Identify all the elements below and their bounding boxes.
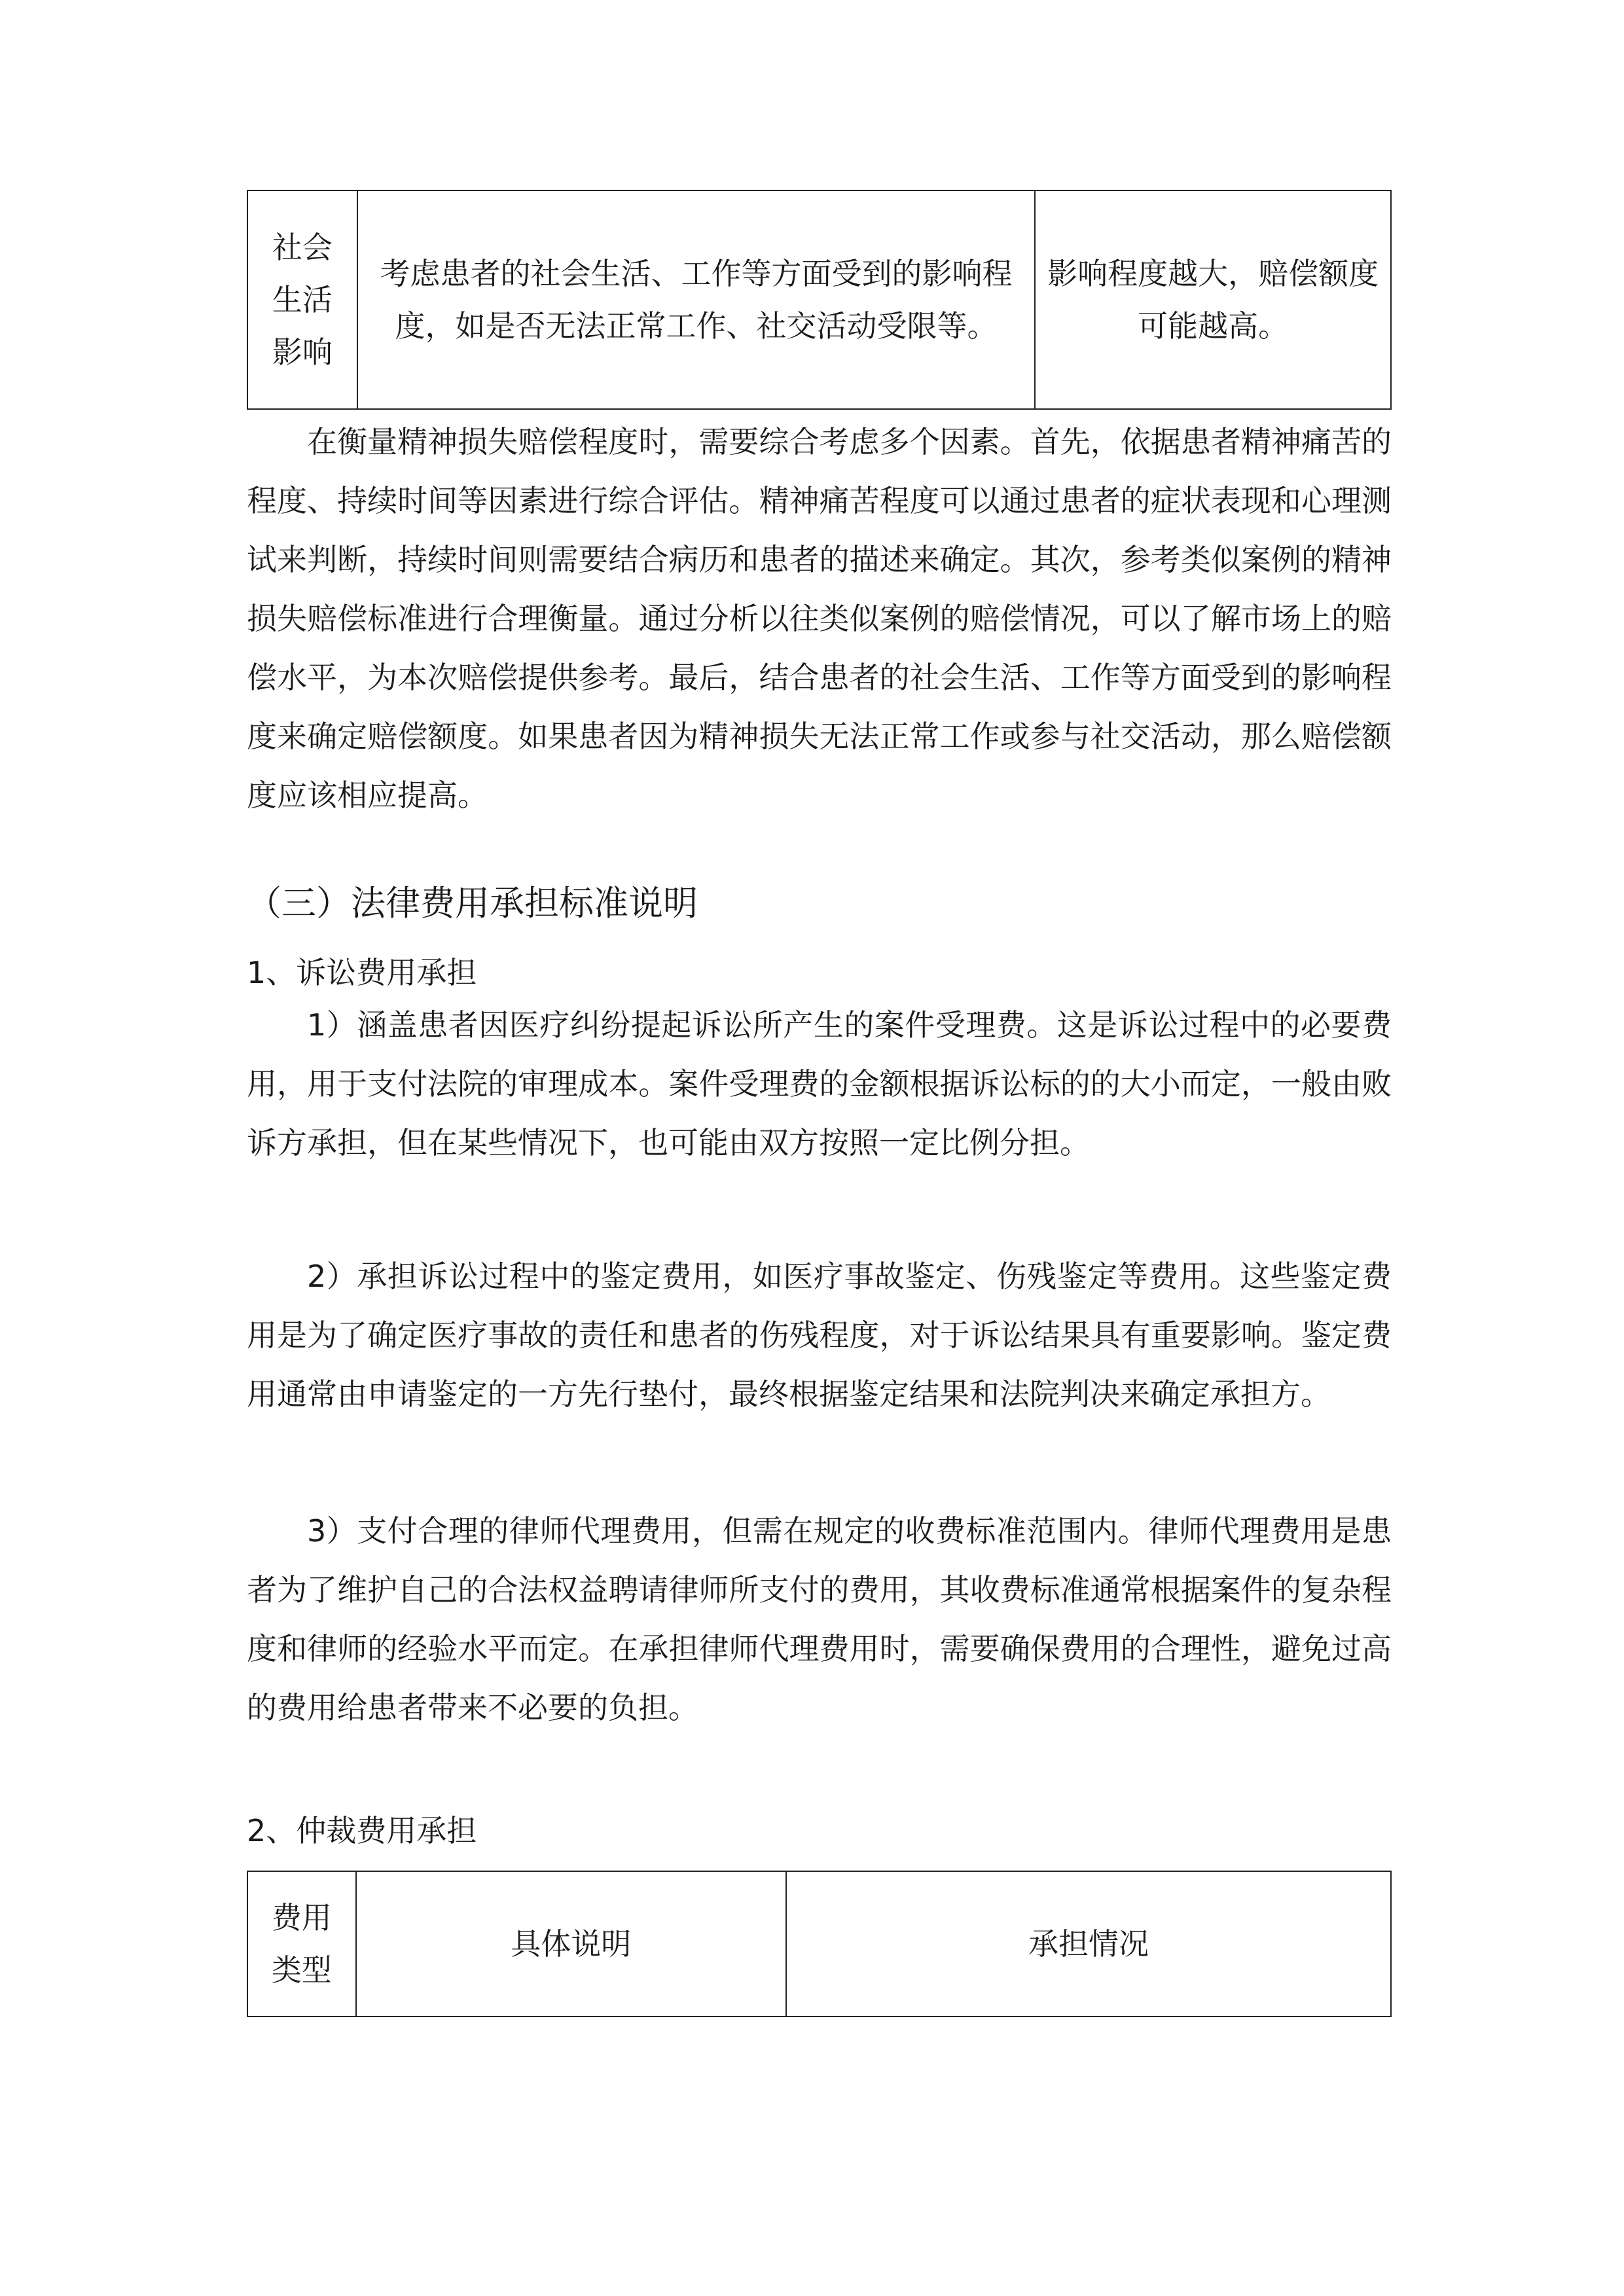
table-header-description: 具体说明 — [356, 1871, 786, 2017]
litigation-item-2: 2）承担诉讼过程中的鉴定费用，如医疗事故鉴定、伤残鉴定等费用。这些鉴定费用是为了确定医疗事故的责任和患者的伤残程度，对于诉讼结果具有重要影响。鉴定费用通常由申请鉴定的一方先行垫付，最终根据鉴定结果和法院判决来确定承担方。 — [247, 1259, 1392, 1412]
table-row — [247, 190, 1391, 409]
table-header-fee-type: 费用类型 — [247, 1871, 356, 2017]
table-cell-effect: 影响程度越大，赔偿额度可能越高。 — [1035, 190, 1391, 409]
subsection-title: 1、诉讼费用承担 — [247, 955, 477, 990]
subsection-title: 2、仲裁费用承担 — [247, 1813, 477, 1848]
litigation-item-1: 1）涵盖患者因医疗纠纷提起诉讼所产生的案件受理费。这是诉讼过程中的必要费用，用于支付法院的审理成本。案件受理费的金额根据诉讼标的的大小而定，一般由败诉方承担，但在某些情况下，也可能由双方按照一定比例分担。 — [247, 1007, 1392, 1160]
social-impact-table — [247, 190, 1392, 410]
table-header-bearing: 承担情况 — [786, 1871, 1391, 2017]
table-cell-category: 社会生活影响 — [247, 190, 357, 409]
litigation-item-3: 3）支付合理的律师代理费用，但需在规定的收费标准范围内。律师代理费用是患者为了维护自己的合法权益聘请律师所支付的费用，其收费标准通常根据案件的复杂程度和律师的经验水平而定。在承担律师代理费用时，需要确保费用的合理性，避免过高的费用给患者带来不必要的负担。 — [247, 1513, 1392, 1725]
arbitration-fee-table — [247, 1871, 1392, 2017]
table-header-row — [247, 1871, 1391, 2017]
section-heading: （三）法律费用承担标准说明 — [247, 884, 698, 924]
table-cell-description: 考虑患者的社会生活、工作等方面受到的影响程度，如是否无法正常工作、社交活动受限等。 — [357, 190, 1035, 409]
body-paragraph: 在衡量精神损失赔偿程度时，需要综合考虑多个因素。首先，依据患者精神痛苦的程度、持续时间等因素进行综合评估。精神痛苦程度可以通过患者的症状表现和心理测试来判断，持续时间则需要结合病历和患者的描述来确定。其次，参考类似案例的精神损失赔偿标准进行合理衡量。通过分析以往类似案例的赔偿情况，可以了解市场上的赔偿水平，为本次赔偿提供参考。最后，结合患者的社会生活、工作等方面受到的影响程度来确定赔偿额度。如果患者因为精神损失无法正常工作或参与社交活动，那么赔偿额度应该相应提高。 — [247, 424, 1392, 813]
